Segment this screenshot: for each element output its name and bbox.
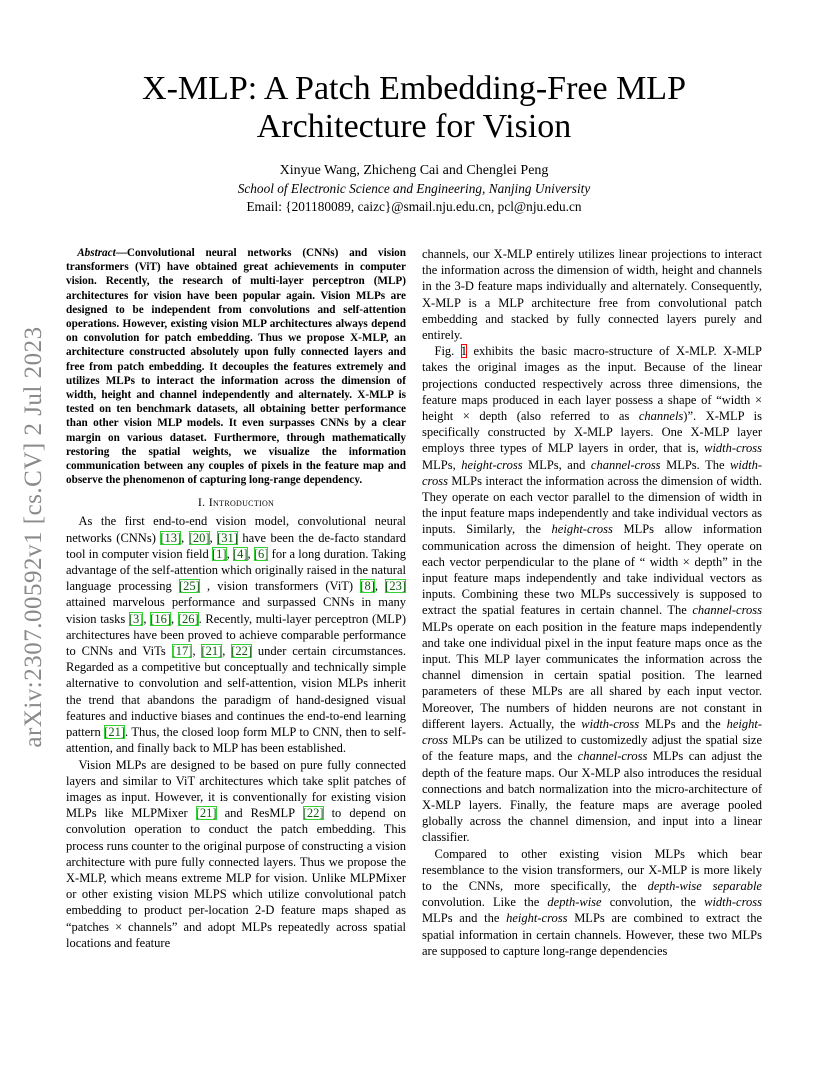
citation-link[interactable]: [31] — [217, 530, 238, 545]
citation-link[interactable]: [22] — [302, 806, 324, 821]
citation-link[interactable]: [25] — [178, 579, 200, 594]
affiliation: School of Electronic Science and Engineering, Nanjing University — [237, 181, 591, 196]
citation-link[interactable]: [23] — [385, 579, 406, 594]
author-list: Xinyue Wang, Zhicheng Cai and Chenglei Peng — [279, 163, 549, 178]
abstract — [66, 246, 406, 487]
citation-link[interactable]: [20] — [188, 530, 210, 545]
citation-link[interactable]: [21] — [195, 806, 217, 821]
figure-ref-link[interactable]: 1 — [460, 344, 468, 359]
citation-link[interactable]: [8] — [360, 579, 375, 594]
paper-title: X-MLP: A Patch Embedding-Free MLP Architecture for Vision — [142, 70, 686, 145]
intro-paragraph-1: As the first end-to-end vision model, convolutional neural networks (CNNs) [13], [20], [31] have been the de-facto standard tool in computer vision field [1], [4], [6] for a long duration. Taking advantage of the self-attention which originally raised in the natural language processing [25] , vision transformers (ViT) [8], [23] attained marvelous performance and surpassed CNNs in many vision tasks [3], [16], [26]. Recently, multi-layer perceptron (MLP) architectures have been proved to achieve comparable performance to CNNs and ViTs [17], [21], [22] under certain circumstances. Regarded as a competitive but conceptually and technically simple alternative to convolution and self-attention, vision MLPs inherit the trend that abandons the paradigm of hand-designed visual features and inductive biases and continues the end-to-end learning pattern [21]. Thus, the closed loop form MLP to CNN, then to self-attention, and finally back to MLP has been established. — [66, 514, 407, 756]
arxiv-identifier: arXiv:2307.00592v1 [cs.CV] 2 Jul 2023 — [20, 326, 47, 748]
intro-paragraph-2: Vision MLPs are designed to be based on pure fully connected layers and similar to ViT architectures which take split patches of images as input. However, it is conventionally for existing vision MLPs like MLPMixer [21] and ResMLP [22] to depend on convolution operation to conduct the patch embedding. This process runs counter to the original purpose of constructing a vision architecture with pure fully connected layers. Thus we propose the X-MLP, which means extreme MLP for vision. Unlike MLPMixer or other existing vision MLPS which utilize convolutional patch embedding to product per-location 2-D feature maps shaped as “patches × channels” and adopt MLPs repeatedly across spatial locations and feature — [66, 757, 406, 950]
right-column — [422, 246, 762, 959]
arxiv-side-label — [16, 289, 52, 785]
abstract-label: Abstract — [77, 247, 116, 259]
left-column — [66, 246, 406, 951]
intro-paragraph-3: Fig. 1 exhibits the basic macro-structure of X-MLP. X-MLP takes the original images as the input. Because of the linear projections conducted respectively across three dimensions, the feature maps produced in each layer possess a shape of “width × height × depth (also referred to as channels)”. X-MLP is specifically constructed by X-MLP layers. One X-MLP layer employs three types of MLP layers in order, that is, width-cross MLPs, height-cross MLPs, and channel-cross MLPs. The width-cross MLPs interact the information across the dimension of width. They operate on each vector parallel to the dimension of width in the input feature maps independently and take individual vectors as inputs. Similarly, the height-cross MLPs allow information communication across the dimension of height. They operate on each vector perpendicular to the plane of “ width × depth” in the input feature maps independently and take individual vectors as inputs. Combining these two MLPs successively is supposed to extract the spatial features in certain channel. The channel-cross MLPs operate on each position in the feature maps independently and take one individual pixel in the input feature maps once as the input. This MLP layer communicates the information across the channel dimension in certain spatial position. The learned parameters of these MLPs are all shared by each input vector. Moreover, The numbers of hidden neurons are not constant in different layers. Actually, the width-cross MLPs and the height-cross MLPs can be utilized to customizedly adjust the spatial size of the feature maps, and the channel-cross MLPs can adjust the depth of the feature maps. Our X-MLP also introduces the residual connections and batch normalization into the micro-architecture of X-MLP layers. Finally, the feature maps are average pooled globally across the channel dimension, and input into a linear classifier. — [422, 344, 762, 845]
author-emails: Email: {201180089, caizc}@smail.nju.edu.cn, pcl@nju.edu.cn — [246, 199, 582, 214]
citation-link[interactable]: [16] — [150, 611, 172, 626]
citation-link[interactable]: [21] — [201, 644, 223, 659]
citation-link[interactable]: [26] — [177, 611, 199, 626]
intro-paragraph-4: Compared to other existing vision MLPs which bear resemblance to the vision transformers, our X-MLP is more likely to the CNNs, more specifically, the depth-wise separable convolution. Like the depth-wise convolution, the width-cross MLPs and the height-cross MLPs are combined to extract the spatial information in certain channels. However, these two MLPs are supposed to capture long-range dependencies — [422, 846, 762, 958]
citation-link[interactable]: [4] — [232, 546, 248, 561]
citation-link[interactable]: [3] — [128, 611, 144, 626]
intro-paragraph-continued: channels, our X-MLP entirely utilizes linear projections to interact the information across the dimension of width, height and channels in the 3-D feature maps individually and alternately. Consequently, X-MLP is a MLP architecture free from convolutional patch embedding and stacked by fully connected layers purely and entirely. — [422, 247, 762, 343]
citation-link[interactable]: [21] — [104, 725, 126, 740]
citation-link[interactable]: [1] — [211, 546, 227, 561]
citation-link[interactable]: [13] — [160, 530, 182, 545]
section-heading-introduction: I. Introduction — [197, 495, 275, 510]
abstract-text: —Convolutional neural networks (CNNs) and vision transformers (ViT) have obtained great achievements in computer vision. Recently, the research of multi-layer perceptron (MLP) architectures for vision have been popular again. Vision MLPs are designed to be independent from convolutions and self-attention operations. However, existing vision MLP architectures always depend on convolution for patch embedding. Thus we propose X-MLP, an architecture constructed absolutely upon fully connected layers and free from patch embedding. It decouples the features extremely and utilizes MLPs to interact the information across the dimension of width, height and channel independently and alternately. X-MLP is tested on ten benchmark datasets, all obtaining better performance than other vision MLP models. It even surpasses CNNs by a clear margin on various dataset. Furthermore, through mathematically restoring the spatial weights, we visualize the information communication between any couples of pixels in the feature map and observe the phenomenon of capturing long-range dependency. — [66, 247, 406, 487]
citation-link[interactable]: [6] — [253, 546, 269, 561]
citation-link[interactable]: [22] — [231, 644, 253, 659]
citation-link[interactable]: [17] — [171, 644, 193, 659]
